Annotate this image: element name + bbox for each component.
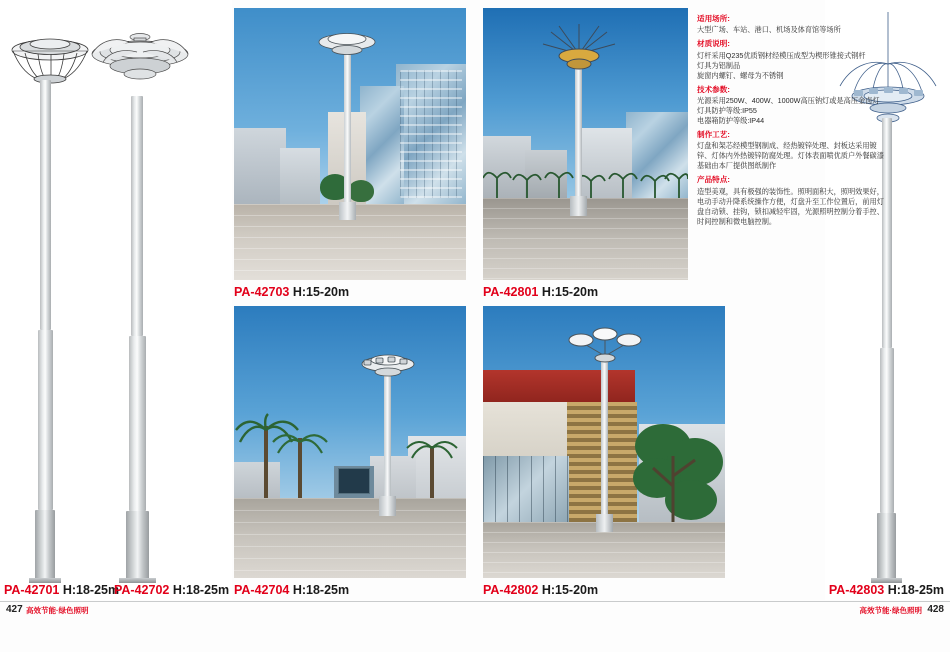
caption-pa42704: PA-42704 H:18-25m: [234, 583, 350, 597]
spec-heading: 技术参数:: [697, 84, 730, 94]
spec-line: 光源采用250W、400W、1000W高压钠灯或是高压金卤灯: [697, 96, 880, 106]
page-number-right: 428: [927, 604, 944, 615]
spec-heading: 制作工艺:: [697, 129, 730, 139]
lamp-head-icon-2: [85, 22, 195, 102]
pole-shaft-upper-2: [131, 96, 143, 336]
spec-line: 灯具防护等级:IP55: [697, 106, 757, 116]
spec-line: 灯盘和架芯经模型钢制成、经热镀锌处理、封板达采用镀锌、灯体内外热镀锌防腐处理。灯体表面喷优质户外餐碳漆: [697, 141, 884, 161]
spec-section: [697, 39, 887, 80]
specification-block: [697, 14, 887, 230]
spec-section: [697, 175, 887, 226]
spec-line: 基础由本厂提供图纸制作: [697, 161, 777, 171]
spec-section: [697, 14, 887, 35]
footer-tagline-left: 高效节能·绿色照明: [26, 606, 89, 615]
pole-shaft-lower-2: [126, 511, 149, 579]
pole-shaft-mid-2: [129, 336, 146, 511]
photo-pa42802: [483, 306, 725, 578]
spec-heading: 产品特点:: [697, 175, 730, 185]
caption-pa42801: PA-42801 H:15-20m: [483, 285, 599, 299]
spec-line: 旋窗内螺钉、螺母为不锈钢: [697, 70, 784, 80]
spec-heading: 适用场所:: [697, 14, 730, 23]
photo-pa42703: [234, 8, 466, 280]
photo-pa42801: [483, 8, 688, 280]
spec-section: [697, 85, 887, 126]
pole-shaft-lower-3: [877, 513, 896, 579]
caption-pa42803: PA-42803 H:18-25m: [828, 583, 944, 597]
caption-pa42703: PA-42703 H:15-20m: [234, 285, 350, 299]
pole-shaft-mid-1: [38, 330, 53, 510]
photo-pa42704: [234, 306, 466, 578]
pole-shaft-mid-3: [880, 348, 894, 513]
caption-pa42702: PA-42702 H:18-25m: [114, 583, 230, 597]
spec-heading: 材质说明:: [697, 39, 730, 49]
caption-pa42802: PA-42802 H:15-20m: [483, 583, 599, 597]
page-number-left: 427: [6, 604, 23, 615]
spec-line: 造型美观，具有极强的装饰性。照明面积大，照明效果好，电动手动升降系统操作方便，灯盘升至工作位置后，前用灯盘自动锁、挂钩，锁扣减轻牢固，光源照明控制分着手控、时间控制和微电脑控制。: [697, 186, 884, 226]
spec-line: 灯具为铝制品: [697, 60, 741, 70]
footer-divider: [0, 601, 950, 619]
footer-tagline-right: 高效节能·绿色照明: [859, 606, 922, 615]
left-pole-column: [0, 0, 232, 600]
pole-shaft-upper-1: [40, 80, 51, 330]
spec-section: [697, 130, 887, 171]
caption-pa42701: PA-42701 H:18-25m: [4, 583, 120, 597]
spec-line: 灯杆采用Q235优质钢材经模压成型为楔形锥接式钢杆: [697, 50, 866, 60]
spec-line: 大型广场、车站、港口、机场及体育馆等场所: [697, 25, 841, 35]
pole-shaft-lower-1: [35, 510, 55, 580]
spec-line: 电器箱防护等级:IP44: [697, 116, 765, 126]
